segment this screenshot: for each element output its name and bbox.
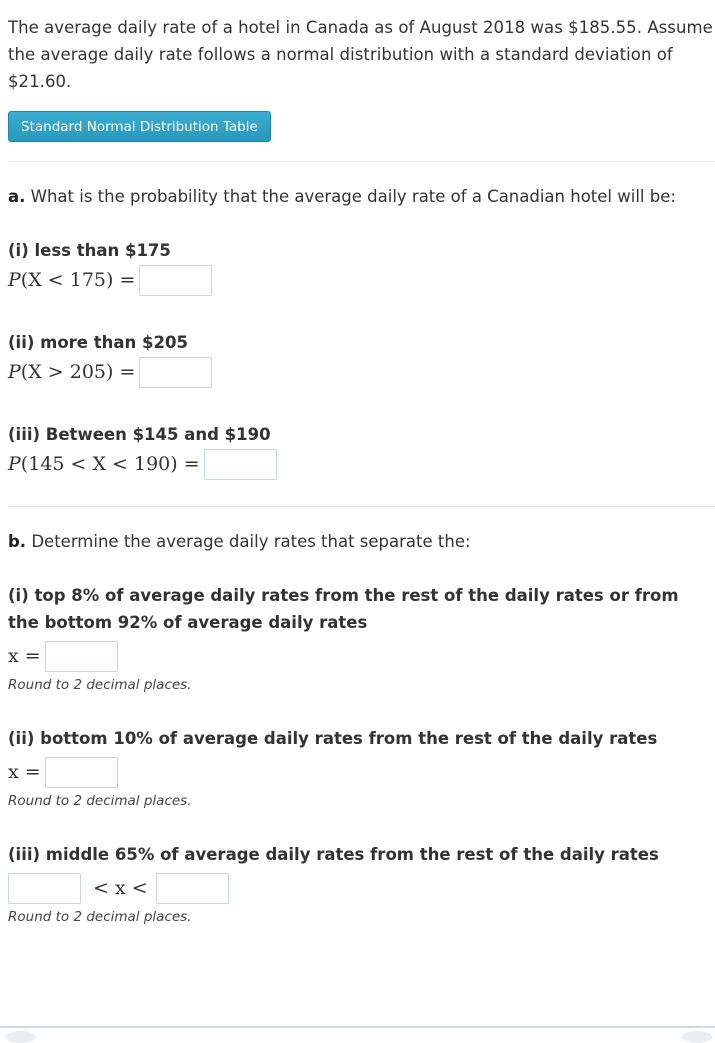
part-b-q3-title: (iii) middle 65% of average daily rates from the rest of the daily rates bbox=[8, 845, 659, 864]
rounding-note: Round to 2 decimal places. bbox=[8, 677, 192, 693]
part-b-q2-math bbox=[8, 761, 41, 783]
question-page bbox=[8, 0, 715, 927]
math-expression: (145 < X < 190) = bbox=[20, 453, 200, 475]
footer-divider bbox=[0, 1026, 715, 1028]
part-a-q2-row bbox=[8, 356, 715, 388]
answer-input-b2[interactable] bbox=[45, 757, 118, 788]
part-a-q1-math bbox=[8, 269, 135, 291]
rounding-note: Round to 2 decimal places. bbox=[8, 909, 192, 925]
footer-right-edge bbox=[682, 1031, 712, 1043]
math-p: P bbox=[8, 453, 21, 475]
part-a-q3-row bbox=[8, 448, 715, 480]
divider bbox=[8, 161, 715, 162]
part-b-q3-math: < x < bbox=[93, 877, 148, 899]
part-a-text: What is the probability that the average daily rate of a Canadian hotel will be: bbox=[25, 187, 676, 206]
math-p: P bbox=[8, 269, 21, 291]
part-a-q2-title: (ii) more than $205 bbox=[8, 333, 188, 352]
part-a-q1-title: (i) less than $175 bbox=[8, 241, 171, 260]
part-a-label: a. bbox=[8, 187, 26, 206]
part-a-q3-title: (iii) Between $145 and $190 bbox=[8, 425, 271, 444]
problem-intro: The average daily rate of a hotel in Canada as of August 2018 was $185.55. Assume the average daily rate follows a normal distribution with a standard deviation of $21.60. bbox=[8, 18, 713, 91]
answer-input-b1[interactable] bbox=[45, 641, 118, 672]
math-expression: (X > 205) = bbox=[20, 361, 136, 383]
part-b-q1-math bbox=[8, 645, 41, 667]
answer-input-a2[interactable] bbox=[139, 357, 212, 388]
part-b-heading bbox=[8, 530, 715, 554]
answer-input-a3[interactable] bbox=[204, 449, 277, 480]
answer-input-b3-low[interactable] bbox=[8, 873, 81, 904]
part-a-q2-math bbox=[8, 361, 135, 383]
answer-input-a1[interactable] bbox=[139, 265, 212, 296]
part-b-q3-row bbox=[8, 872, 715, 904]
footer-left-edge bbox=[6, 1031, 36, 1043]
normal-table-button[interactable]: Standard Normal Distribution Table bbox=[8, 111, 271, 142]
part-b-label: b. bbox=[8, 532, 27, 551]
part-a-q3-math bbox=[8, 453, 200, 475]
part-b-q1-row bbox=[8, 640, 715, 672]
math-x-equals: x = bbox=[8, 645, 41, 667]
part-b-text: Determine the average daily rates that separate the: bbox=[26, 532, 471, 551]
math-x-equals: x = bbox=[8, 761, 41, 783]
rounding-note: Round to 2 decimal places. bbox=[8, 793, 192, 809]
part-a-q1-row bbox=[8, 264, 715, 296]
answer-input-b3-high[interactable] bbox=[156, 873, 229, 904]
divider bbox=[8, 506, 715, 507]
math-p: P bbox=[8, 361, 21, 383]
part-b-q1-title: (i) top 8% of average daily rates from the rest of the daily rates or from the bottom 92% of average daily rates bbox=[8, 586, 679, 632]
part-a-heading bbox=[8, 185, 715, 209]
part-b-q2-row bbox=[8, 756, 715, 788]
part-b-q2-title: (ii) bottom 10% of average daily rates from the rest of the daily rates bbox=[8, 729, 658, 748]
math-expression: (X < 175) = bbox=[20, 269, 136, 291]
